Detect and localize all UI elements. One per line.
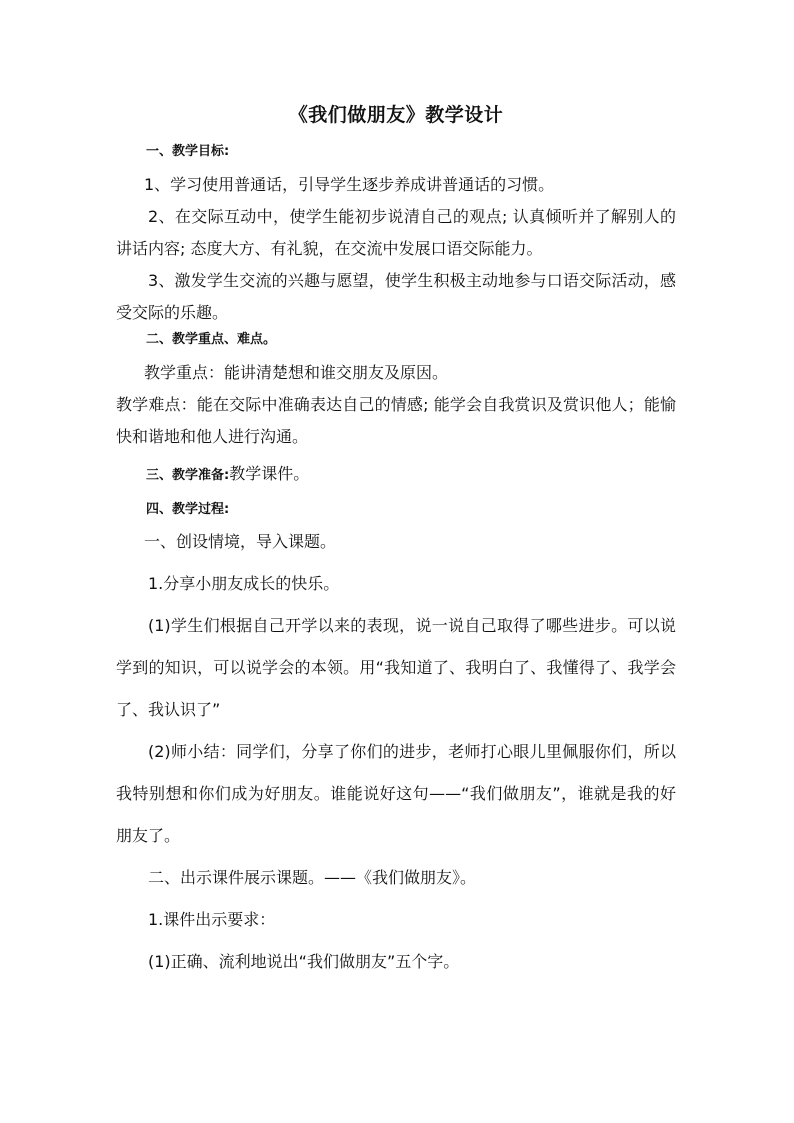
section-heading-objectives: 一、教学目标: [146, 144, 230, 159]
section-teaching-process [116, 499, 676, 983]
process-step-2-1-1: (1)正确、流利地说出“我们做朋友”五个字。 [148, 952, 460, 971]
process-step-2: 二、出示课件展示课题。——《我们做朋友》。 [148, 868, 477, 887]
section-key-points [116, 329, 676, 453]
preparation-content: 教学课件。 [229, 464, 310, 483]
objective-item-2: 2、在交际互动中，使学生能初步说清自己的观点; 认真倾听并了解别人的讲话内容; 态度大方、有礼貌，在交流中发展口语交际能力。 [116, 207, 676, 258]
process-step-2-1: 1.课件出示要求： [148, 910, 276, 929]
section-heading-process: 四、教学过程: [146, 502, 230, 517]
section-heading-key-points: 二、教学重点、难点。 [146, 332, 277, 347]
process-step-1-1-2: (2)师小结：同学们，分享了你们的进步，老师打心眼儿里佩服你们，所以我特别想和你们成为好朋友。谁能说好这句——“我们做朋友”，谁就是我的好朋友了。 [116, 742, 676, 845]
process-step-1-1-1: (1)学生们根据自己开学以来的表现，说一说自己取得了哪些进步。可以说学到的知识，可以说学会的本领。用“我知道了、我明白了、我懂得了、我学会了、我认识了” [116, 616, 676, 719]
document-body [116, 103, 676, 983]
process-step-1: 一、创设情境，导入课题。 [144, 532, 337, 551]
teaching-difficulty: 教学难点：能在交际中准确表达自己的情感; 能学会自我赏识及赏识他人；能愉快和谐地和他人进行沟通。 [116, 395, 676, 446]
document-title: 《我们做朋友》教学设计 [288, 104, 504, 126]
teaching-focus: 教学重点：能讲清楚想和谁交朋友及原因。 [144, 363, 449, 382]
process-step-1-1: 1.分享小朋友成长的快乐。 [148, 574, 340, 593]
objective-item-3: 3、激发学生交流的兴趣与愿望，使学生积极主动地参与口语交际活动，感受交际的乐趣。 [116, 271, 676, 322]
section-preparation [116, 461, 676, 489]
section-heading-preparation: 三、教学准备: [146, 468, 230, 483]
objective-item-1: 1、学习使用普通话，引导学生逐步养成讲普通话的习惯。 [144, 175, 555, 194]
section-teaching-objectives [116, 141, 676, 329]
